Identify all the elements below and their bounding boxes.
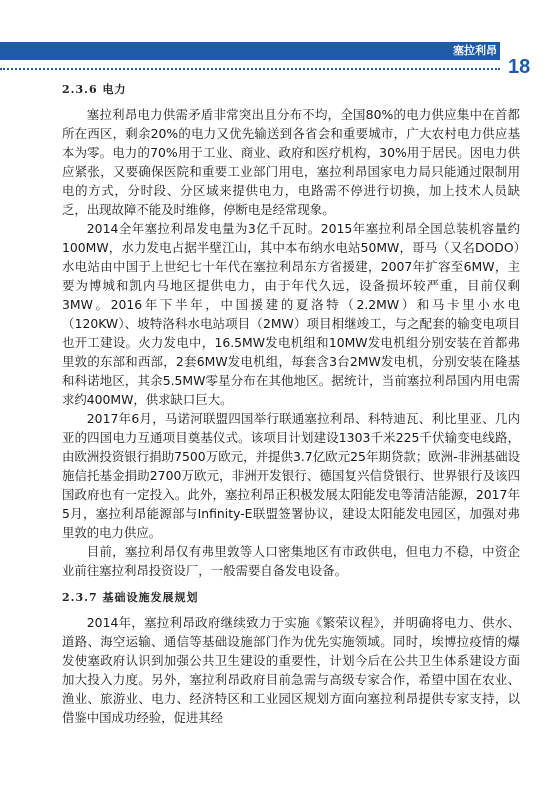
paragraph: 塞拉利昂电力供需矛盾非常突出且分布不均，全国80%的电力供应集中在首都所在西区，剩余20%的电力又优先输送到各省会和重要城市，广大农村电力供应基本为零。电力的70%用于工业、商业、政府和医疗机构，30%用于居民。因电力供应紧张，又要确保医院和重要工业部门用电，塞拉利昂国家电力局只能通过限制用电的方式，分时段、分区域来提供电力，电路需不停进行切换，加上技术人员缺乏，出现故障不能及时维修，停断电是经常现象。 <box>62 107 520 217</box>
header-bar <box>0 42 500 60</box>
paragraph: 2017年6月，马诺河联盟四国举行联通塞拉利昂、科特迪瓦、利比里亚、几内亚的四国电力互通项目奠基仪式。该项目计划建设1303千米225千伏输变电线路，由欧洲投资银行捐助7500万欧元，并提供3.7亿欧元25年期贷款；欧洲-非洲基础设施信托基金捐助2700万欧元，非洲开发银行、德国复兴信贷银行、世界银行及该四国政府也有一定投入。此外，塞拉利昂正积极发展太阳能发电等清洁能源，2017年5月，塞拉利昂能源部与Infinity-E联盟签署协议，建设太阳能发电园区，加强对弗里敦的电力供应。 <box>62 411 520 540</box>
page-body <box>62 80 520 727</box>
page-number: 18 <box>508 56 531 78</box>
paragraph: 目前，塞拉利昂仅有弗里敦等人口密集地区有市政供电，但电力不稳，中资企业前往塞拉利昂投资设厂，一般需要自备发电设备。 <box>62 544 520 578</box>
section-heading-electricity: 2.3.6 电力 <box>62 83 127 96</box>
paragraph: 2014全年塞拉利昂发电量为3亿千瓦时。2015年塞拉利昂全国总装机容量约100MW，水力发电占据半壁江山，其中本布纳水电站50MW，哥马（又名DODO）水电站由中国于上世纪七十年代在塞拉利昂东方省援建，2007年扩容至6MW，主要为博城和凯内马地区提供电力，由于年代久远，设备损坏较严重，目前仅剩3MW。2016年下半年，中国援建的夏洛特（2.2MW）和马卡里小水电（120KW）、坡特洛科水电站项目（2MW）项目相继竣工，与之配套的输变电项目也开工建设。火力发电中，16.5MW发电机组和10MW发电机组分别安装在首都弗里敦的东部和西部，2套6MW发电机组，每套含3台2MW发电机，分别安装在隆基和科诺地区，其余5.5MW零星分布在其他地区。据统计，当前塞拉利昂国内用电需求约400MW，供求缺口巨大。 <box>62 221 520 407</box>
paragraph: 2014年，塞拉利昂政府继续致力于实施《繁荣议程》，并明确将电力、供水、道路、海空运输、通信等基础设施部门作为优先实施领域。同时，埃博拉疫情的爆发使塞政府认识到加强公共卫生建设的重要性，计划今后在公共卫生体系建设方面加大投入力度。另外，塞拉利昂政府目前急需与高级专家合作，希望中国在农业、渔业、旅游业、电力、经济特区和工业园区规划方面向塞拉利昂提供专家支持，以借鉴中国成功经验，促进其经 <box>62 615 520 725</box>
running-header-title: 塞拉利昂 <box>453 44 497 57</box>
section-heading-infrastructure: 2.3.7 基础设施发展规划 <box>62 591 199 604</box>
header-divider <box>0 68 500 70</box>
